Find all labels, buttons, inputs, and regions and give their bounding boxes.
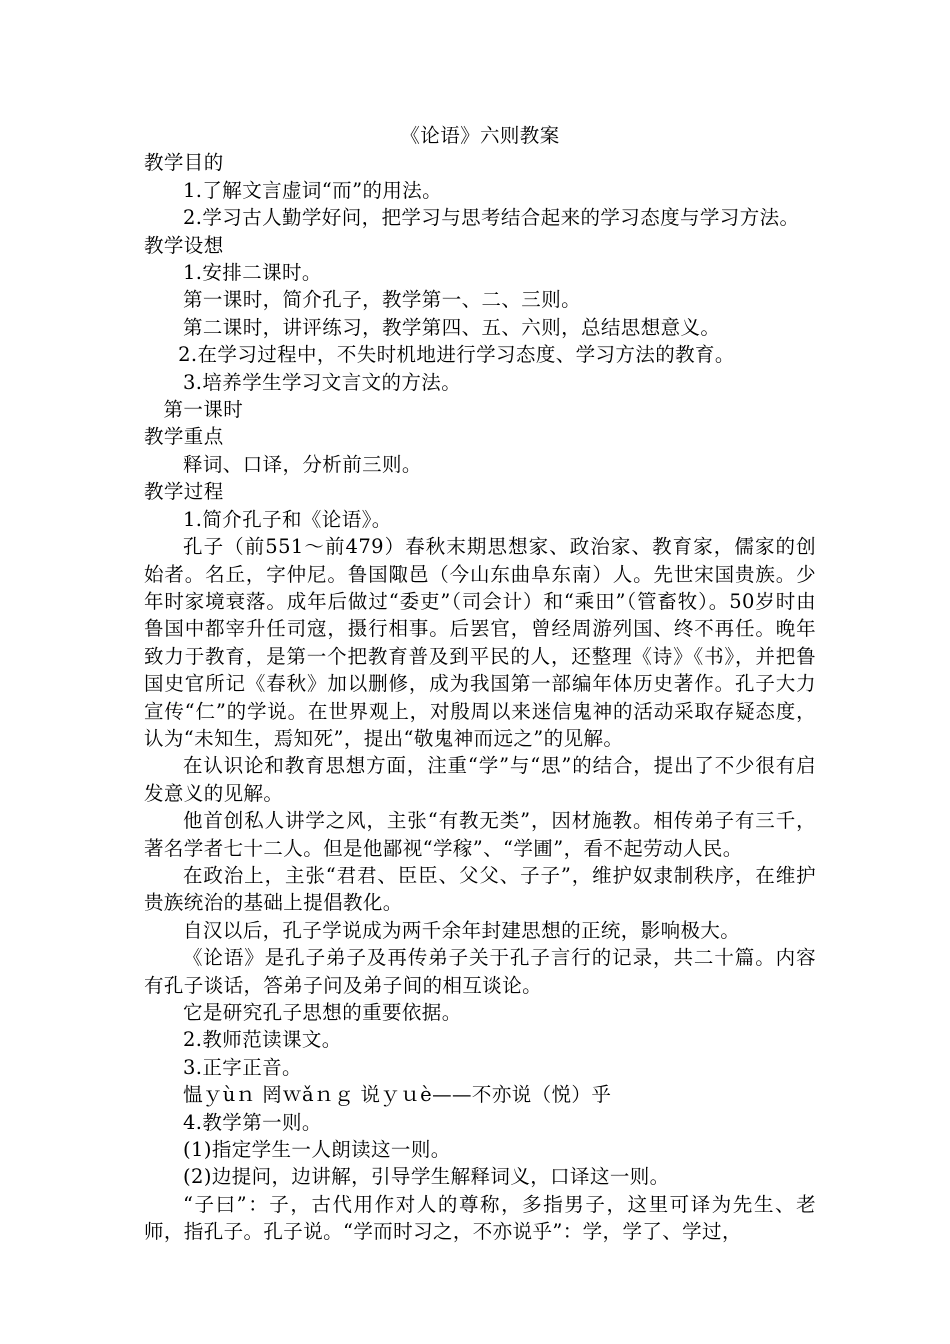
paragraph: 释词、口译，分析前三则。 bbox=[183, 452, 422, 476]
section-heading: 教学重点 bbox=[144, 425, 224, 449]
document-title: 《论语》六则教案 bbox=[400, 124, 560, 147]
paragraph: “子曰”：子，古代用作对人的尊称，多指男子，这里可译为先生、老师，指孔子。孔子说。“学而时习之，不亦说乎”：学，学了、学过， bbox=[144, 1192, 816, 1244]
paragraph: 第二课时，讲评练习，教学第四、五、六则，总结思想意义。 bbox=[183, 315, 721, 339]
paragraph: 它是研究孔子思想的重要依据。 bbox=[183, 1001, 462, 1024]
paragraph: 他首创私人讲学之风，主张“有教无类”，因材施教。相传弟子有三千，著名学者七十二人。但是他鄙视“学稼”、“学圃”，看不起劳动人民。 bbox=[144, 809, 816, 860]
section-heading: 教学设想 bbox=[144, 233, 224, 257]
paragraph: 《论语》是孔子弟子及再传弟子关于孔子言行的记录，共二十篇。内容有孔子谈话，答弟子问及弟子间的相互谈论。 bbox=[144, 946, 816, 997]
paragraph: 愠ｙùｎ 罔ｗǎｎｇ 说ｙｕè——不亦说（悦）乎 bbox=[183, 1083, 612, 1107]
paragraph: 2.在学习过程中，不失时机地进行学习态度、学习方法的教育。 bbox=[178, 343, 735, 367]
document-body bbox=[144, 122, 816, 1246]
paragraph: 在认识论和教育思想方面，注重“学”与“思”的结合，提出了不少很有启发意义的见解。 bbox=[144, 754, 816, 805]
paragraph: 1.了解文言虚词“而”的用法。 bbox=[183, 178, 443, 202]
section-heading: 教学过程 bbox=[144, 480, 224, 504]
paragraph: 2.学习古人勤学好问，把学习与思考结合起来的学习态度与学习方法。 bbox=[183, 206, 800, 230]
paragraph: (1)指定学生一人朗读这一则。 bbox=[183, 1138, 451, 1162]
paragraph: 在政治上，主张“君君、臣臣、父父、子子”，维护奴隶制秩序，在维护贵族统治的基础上提倡教化。 bbox=[144, 863, 816, 915]
paragraph: (2)边提问，边讲解，引导学生解释词义，口译这一则。 bbox=[183, 1165, 670, 1189]
paragraph: 第一课时 bbox=[163, 398, 244, 422]
paragraph: 1.简介孔子和《论语》。 bbox=[183, 507, 392, 531]
section-heading: 教学目的 bbox=[144, 151, 224, 175]
paragraph: 3.正字正音。 bbox=[183, 1055, 302, 1079]
paragraph: 自汉以后，孔子学说成为两千余年封建思想的正统，影响极大。 bbox=[183, 918, 741, 942]
paragraph: 第一课时，简介孔子，教学第一、二、三则。 bbox=[183, 288, 582, 312]
paragraph: 3.培养学生学习文言文的方法。 bbox=[183, 370, 462, 394]
paragraph: 2.教师范读课文。 bbox=[183, 1028, 342, 1052]
paragraph: 4.教学第一则。 bbox=[183, 1110, 322, 1134]
paragraph: 孔子（前551～前479）春秋末期思想家、政治家、教育家，儒家的创始者。名丘，字仲尼。鲁国陬邑（今山东曲阜东南）人。先世宋国贵族。少年时家境衰落。成年后做过“委吏”（司会计）和“乘田”（管畜牧）。50岁时由鲁国中都宰升任司寇，摄行相事。后罢官，曾经周游列国、终不再任。晚年致力于教育，是第一个把教育普及到平民的人，还整理《诗》《书》，并把鲁国史官所记《春秋》加以删修，成为我国第一部编年体历史著作。孔子大力宣传“仁”的学说。在世界观上，对殷周以来迷信鬼神的活动采取存疑态度，认为“未知生，焉知死”，提出“敬鬼神而远之”的见解。 bbox=[144, 535, 816, 750]
paragraph: 1.安排二课时。 bbox=[183, 261, 322, 285]
